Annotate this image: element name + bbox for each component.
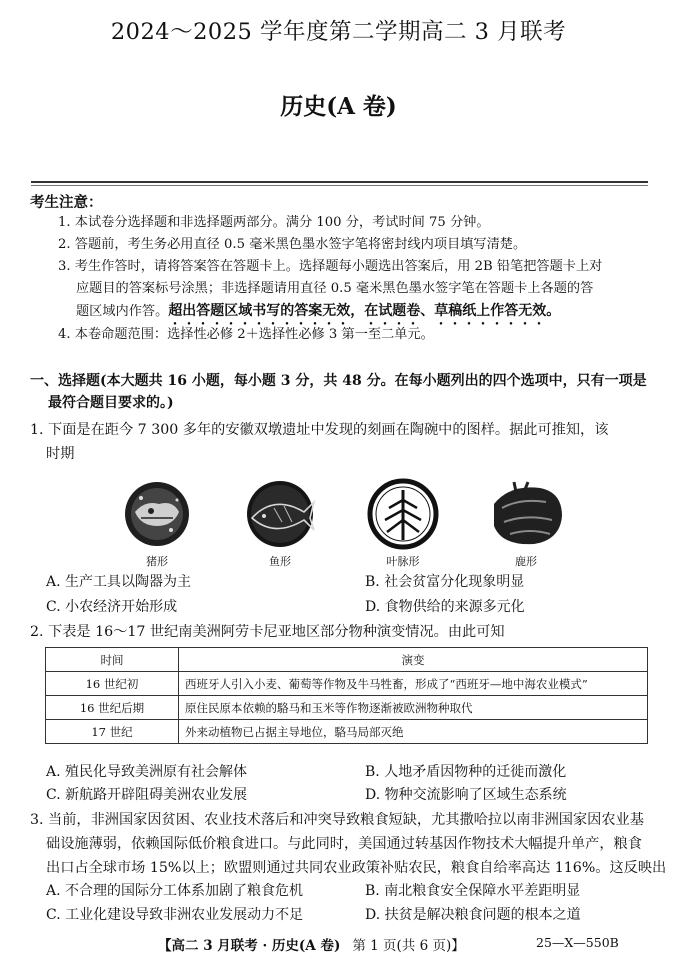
fish-label: 鱼形 [269,555,291,568]
table-row [46,672,648,696]
exam-title: 2024～2025 学年度第二学期高二 3 月联考 [110,19,567,45]
footer-title: 【高二 3 月联考 · 历史(A 卷) [158,938,341,954]
species-evolution-table [45,647,648,744]
table-cell-evolution: 西班牙人引入小麦、葡萄等作物及牛马牲畜，形成了“西班牙—地中海农业模式” [179,672,648,696]
q3-option-c: C. 工业化建设导致非洲农业发展动力不足 [46,907,304,923]
q2-option-b: B. 人地矛盾因物种的迁徙而激化 [365,764,567,780]
fish-pattern-image [234,478,326,554]
table-cell-evolution: 原住民原本依赖的駱马和玉米等作物逐渐被欧洲物种取代 [179,696,648,720]
q2-stem: 2. 下表是 16～17 世纪南美洲阿劳卡尼亚地区部分物种演变情况。由此可知 [30,624,505,640]
q3-option-a: A. 不合理的国际分工体系加剧了粮食危机 [46,883,304,899]
table-cell-time: 17 世纪 [46,720,179,744]
q3-stem-cont1: 础设施薄弱，依赖国际低价粮食进口。与此同时，美国通过转基因作物技术大幅提升单产，粮食 [46,836,642,852]
notice-title: 考生注意： [30,194,103,211]
deer-label: 鹿形 [515,555,537,568]
footer-page-number: 第 1 页(共 6 页)】 [352,938,465,954]
q1-option-d: D. 食物供给的来源多元化 [365,599,525,615]
q1-option-c: C. 小农经济开始形成 [46,599,178,615]
pig-label: 猪形 [146,555,168,568]
q1-option-b: B. 社会贫富分化现象明显 [365,574,525,590]
table-cell-evolution: 外来动植物已占据主导地位，駱马局部灭绝 [179,720,648,744]
divider-thick [31,181,648,183]
q1-option-a: A. 生产工具以陶器为主 [46,574,192,590]
leaf-vein-label: 叶脉形 [386,555,420,568]
table-cell-time: 16 世纪初 [46,672,179,696]
q1-stem: 1. 下面是在距今 7 300 多年的安徽双墩遗址中发现的刻画在陶碗中的图样。据此可推知，该 [30,422,609,438]
q3-stem: 3. 当前，非洲国家因贫困、农业技术落后和冲突导致粮食短缺，尤其撒哈拉以南非洲国家因农业基 [30,812,644,828]
notice-item-3-tail: 题区域内作答。 [76,304,169,319]
leaf-vein-pattern-image [357,478,449,554]
q3-stem-cont2: 出口占全球市场 15%以上；欧盟则通过共同农业政策补贴农民，粮食自给率高达 116%。这反映出 [46,860,667,876]
q1-stem-cont: 时期 [46,446,75,462]
notice-item-4: 4. 本卷命题范围：选择性必修 2＋选择性必修 3 第一至二单元。 [58,327,434,342]
table-header-row [46,648,648,672]
table-cell-time: 16 世纪后期 [46,696,179,720]
exam-subtitle: 历史(A 卷) [280,93,397,120]
table-row [46,720,648,744]
notice-item-1: 1. 本试卷分选择题和非选择题两部分。满分 100 分，考试时间 75 分钟。 [58,215,490,230]
q3-option-d: D. 扶贫是解决粮食问题的根本之道 [365,907,581,923]
q2-option-d: D. 物种交流影响了区域生态系统 [365,787,567,803]
footer-code: 25—X—550B [536,935,619,950]
notice-item-3: 3. 考生作答时，请将答案答在答题卡上。选择题每小题选出答案后，用 2B 铅笔把答题卡上对 [58,259,603,274]
q2-option-c: C. 新航路开辟阻碍美洲农业发展 [46,787,248,803]
notice-item-2: 2. 答题前，考生务必用直径 0.5 毫米黑色墨水签字笔将密封线内项目填写清楚。 [58,237,527,252]
notice-item-3-cont: 应题目的答案标号涂黑；非选择题请用直径 0.5 毫米黑色墨水签字笔在答题卡上各题的答 [76,281,594,296]
divider-thin [31,185,648,186]
section-heading-cont: 最符合题目要求的。) [48,395,174,411]
q3-option-b: B. 南北粮食安全保障水平差距明显 [365,883,581,899]
table-header-time: 时间 [46,648,179,672]
pig-pattern-image [111,478,203,554]
q2-option-a: A. 殖民化导致美洲原有社会解体 [46,764,248,780]
page-footer [158,934,465,954]
deer-pattern-image [480,478,572,554]
notice-emphasis: 超出答题区域书写的答案无效，在试题卷、草稿纸上作答无效。 [168,303,561,319]
table-header-evolution: 演变 [179,648,648,672]
table-row [46,696,648,720]
section-heading: 一、选择题(本大题共 16 小题，每小题 3 分，共 48 分。在每小题列出的四个选项中，只有一项是 [30,373,647,389]
